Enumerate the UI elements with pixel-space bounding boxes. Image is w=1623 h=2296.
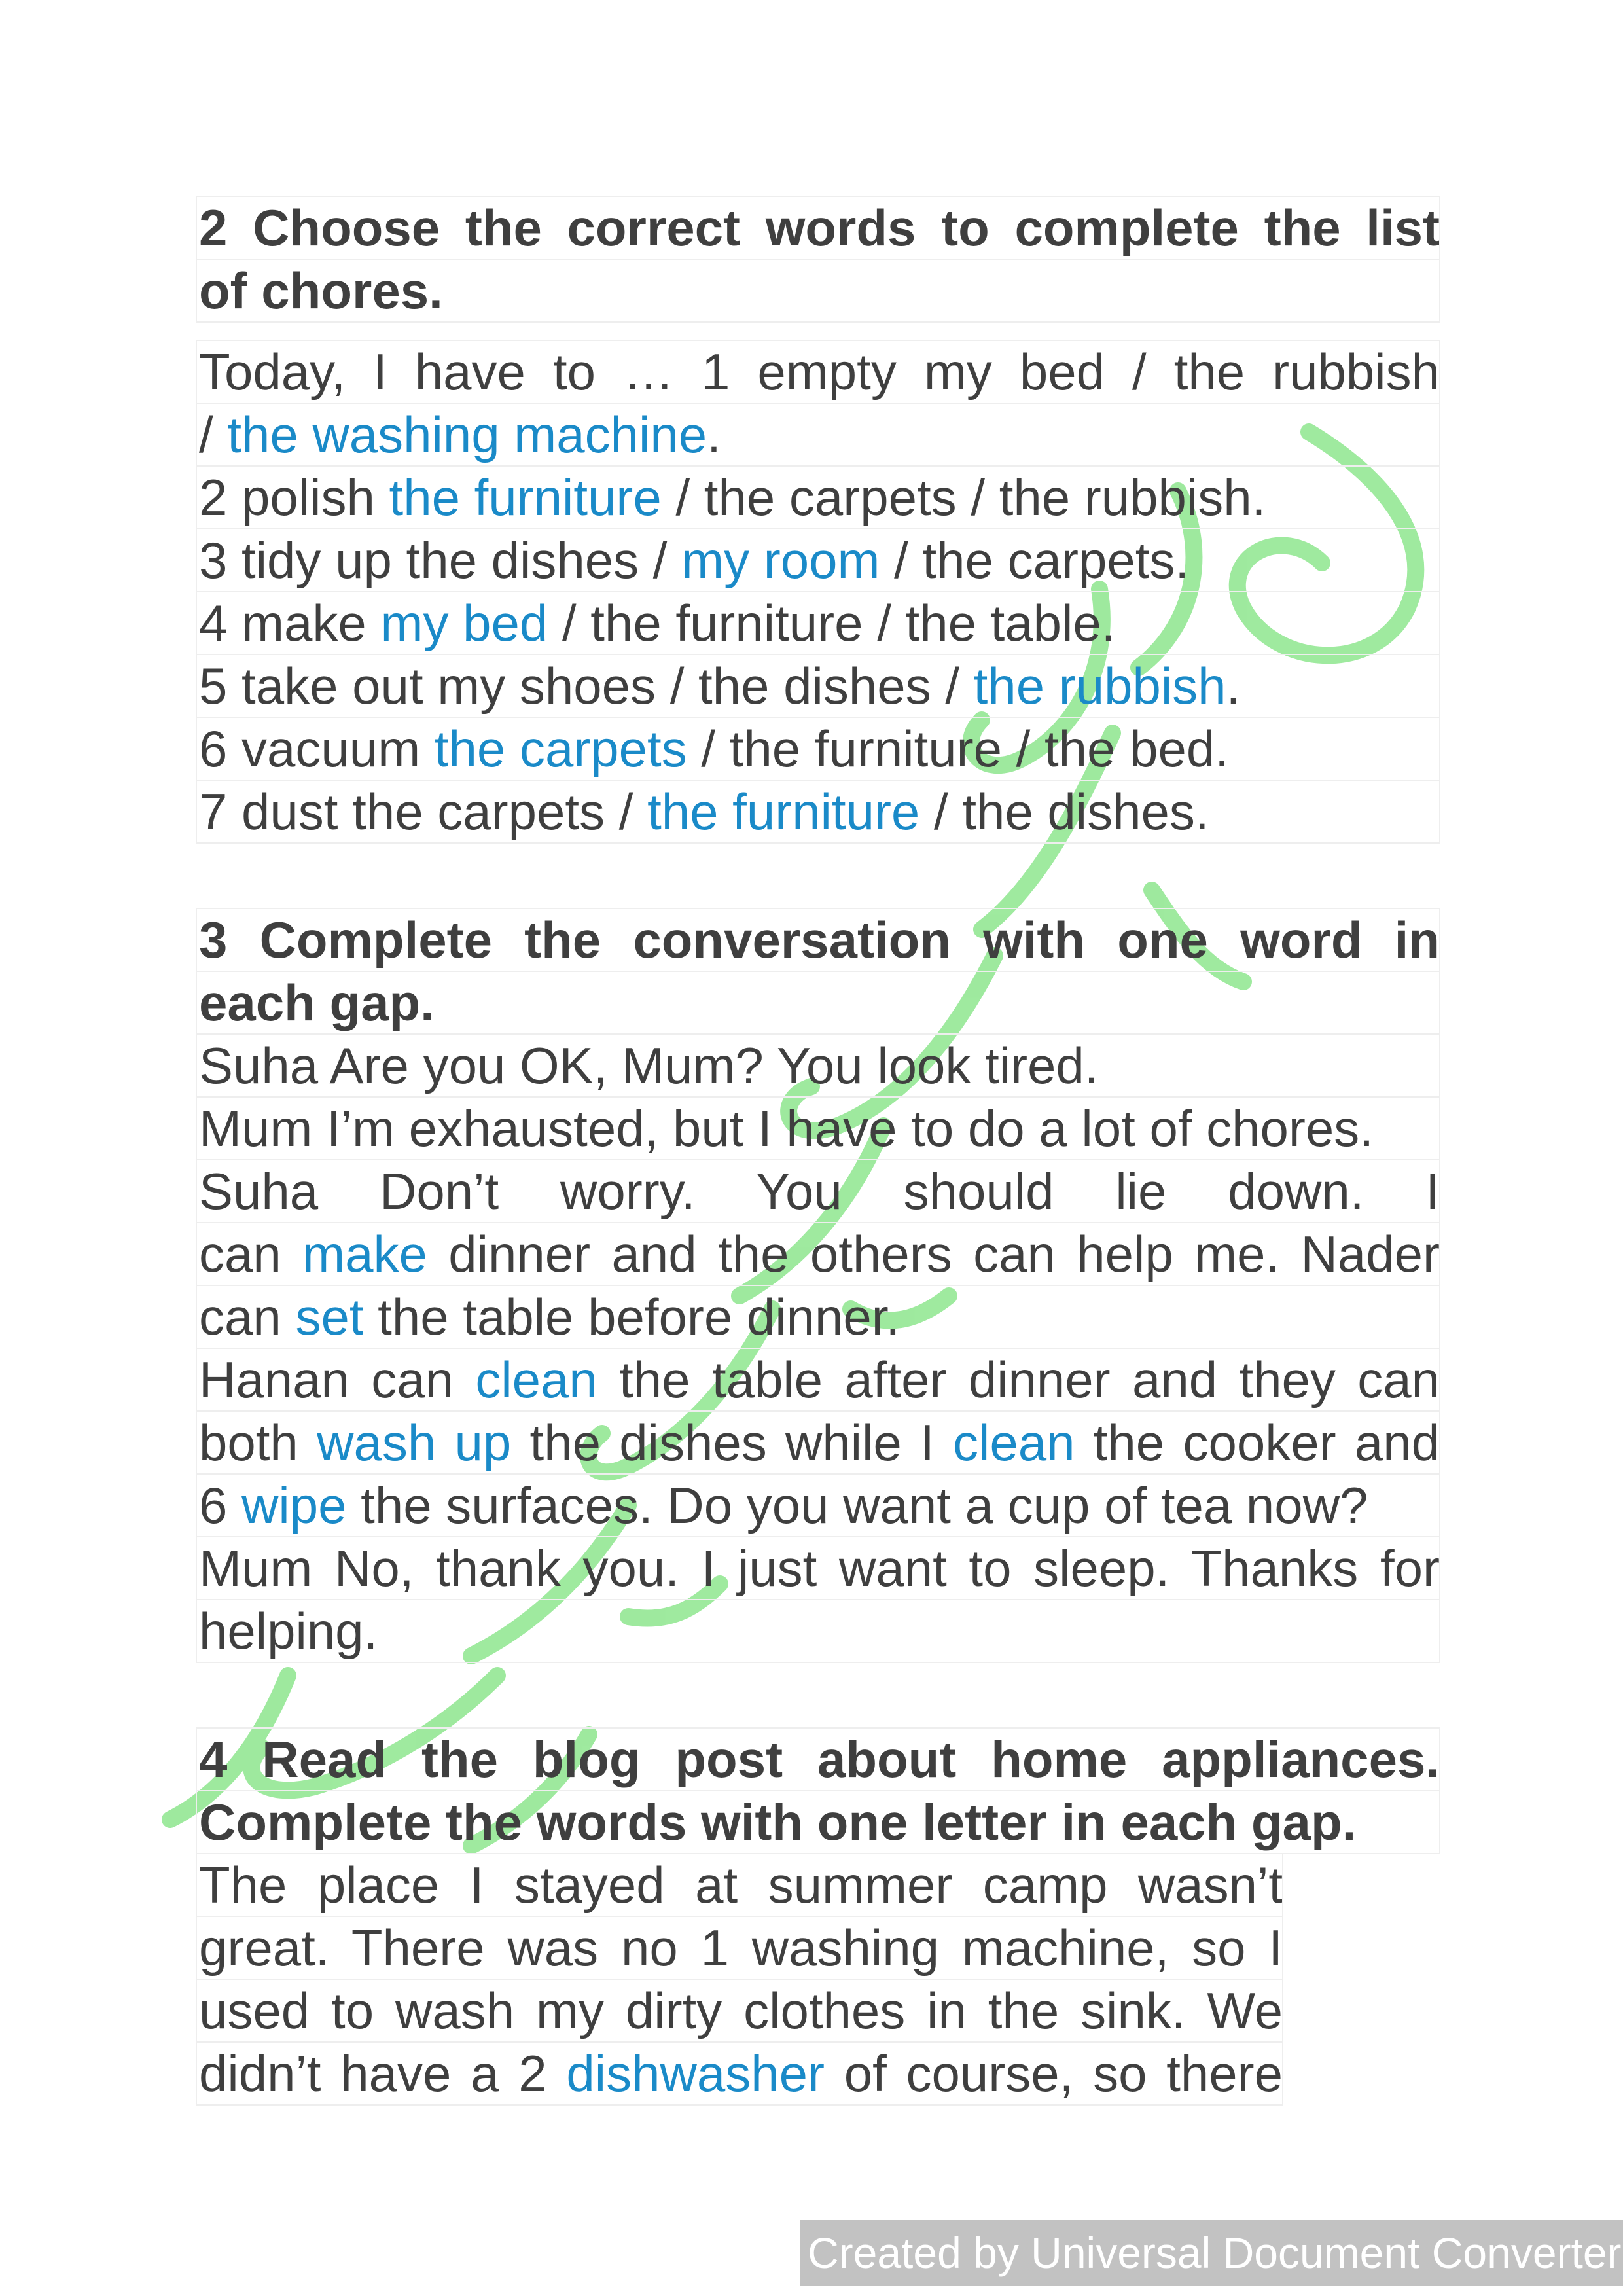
chore-line-6: 6 vacuum the carpets / the furniture / the bed. (196, 717, 1440, 780)
converter-watermark-label: Created by Universal Document Converter (800, 2220, 1623, 2286)
gap-answer-set: set (295, 1288, 364, 1346)
chore-line-4: 4 make my bed / the furniture / the table. (196, 592, 1440, 655)
chore-line-3: 3 tidy up the dishes / my room / the carpets. (196, 529, 1440, 592)
answer-4: my bed (380, 594, 548, 652)
section-4-heading-cont: Complete the words with one letter in each gap. (196, 1791, 1440, 1854)
conversation-line-1: Suha Are you OK, Mum? You look tired. (196, 1034, 1440, 1097)
gap-answer-clean-1: clean (475, 1351, 597, 1408)
conversation-line-8: 6 wipe the surfaces. Do you want a cup of tea now? (196, 1474, 1440, 1537)
conversation-line-7: both wash up the dishes while I clean the cooker and (196, 1411, 1440, 1474)
conversation-line-9: Mum No, thank you. I just want to sleep. Thanks for (196, 1537, 1440, 1600)
answer-3: my room (681, 531, 880, 589)
section-3-heading: 3 Complete the conversation with one word in (196, 908, 1440, 971)
answer-6: the carpets (434, 720, 687, 778)
gap-answer-wash-up: wash up (317, 1414, 512, 1471)
chore-line-5: 5 take out my shoes / the dishes / the rubbish. (196, 655, 1440, 717)
answer-5: the rubbish (973, 657, 1226, 715)
conversation-line-6: Hanan can clean the table after dinner and they can (196, 1348, 1440, 1411)
section-2-heading: 2 Choose the correct words to complete the list (196, 196, 1440, 259)
section-2-heading-cont: of chores. (196, 259, 1440, 322)
chore-line-1-cont: / the washing machine. (196, 403, 1440, 466)
blog-line-2: great. There was no 1 washing machine, so I (196, 1916, 1283, 1979)
gap-answer-clean-2: clean (953, 1414, 1075, 1471)
conversation-line-2: Mum I’m exhausted, but I have to do a lot of chores. (196, 1097, 1440, 1160)
chore-line-7: 7 dust the carpets / the furniture / the dishes. (196, 780, 1440, 843)
blog-line-3: used to wash my dirty clothes in the sink. We (196, 1979, 1283, 2042)
answer-7: the furniture (647, 783, 920, 840)
conversation-line-4: can make dinner and the others can help me. Nader (196, 1223, 1440, 1285)
section-4-heading: 4 Read the blog post about home appliances. (196, 1728, 1440, 1791)
section-3-heading-cont: each gap. (196, 971, 1440, 1034)
conversation-line-3: Suha Don’t worry. You should lie down. I (196, 1160, 1440, 1223)
blog-line-4: didn’t have a 2 dishwasher of course, so there (196, 2042, 1283, 2105)
conversation-line-10: helping. (196, 1600, 1440, 1662)
chore-line-2: 2 polish the furniture / the carpets / the rubbish. (196, 466, 1440, 529)
answer-2: the furniture (389, 469, 662, 526)
blog-line-1: The place I stayed at summer camp wasn’t (196, 1854, 1283, 1916)
exercise-content (196, 196, 1440, 2105)
gap-answer-make: make (302, 1225, 427, 1283)
conversation-line-5: can set the table before dinner. (196, 1285, 1440, 1348)
chore-line-1: Today, I have to … 1 empty my bed / the rubbish (196, 340, 1440, 403)
blog-answer-dishwasher: dishwasher (566, 2045, 825, 2102)
gap-answer-wipe: wipe (241, 1477, 347, 1534)
answer-1: the washing machine (227, 406, 707, 463)
